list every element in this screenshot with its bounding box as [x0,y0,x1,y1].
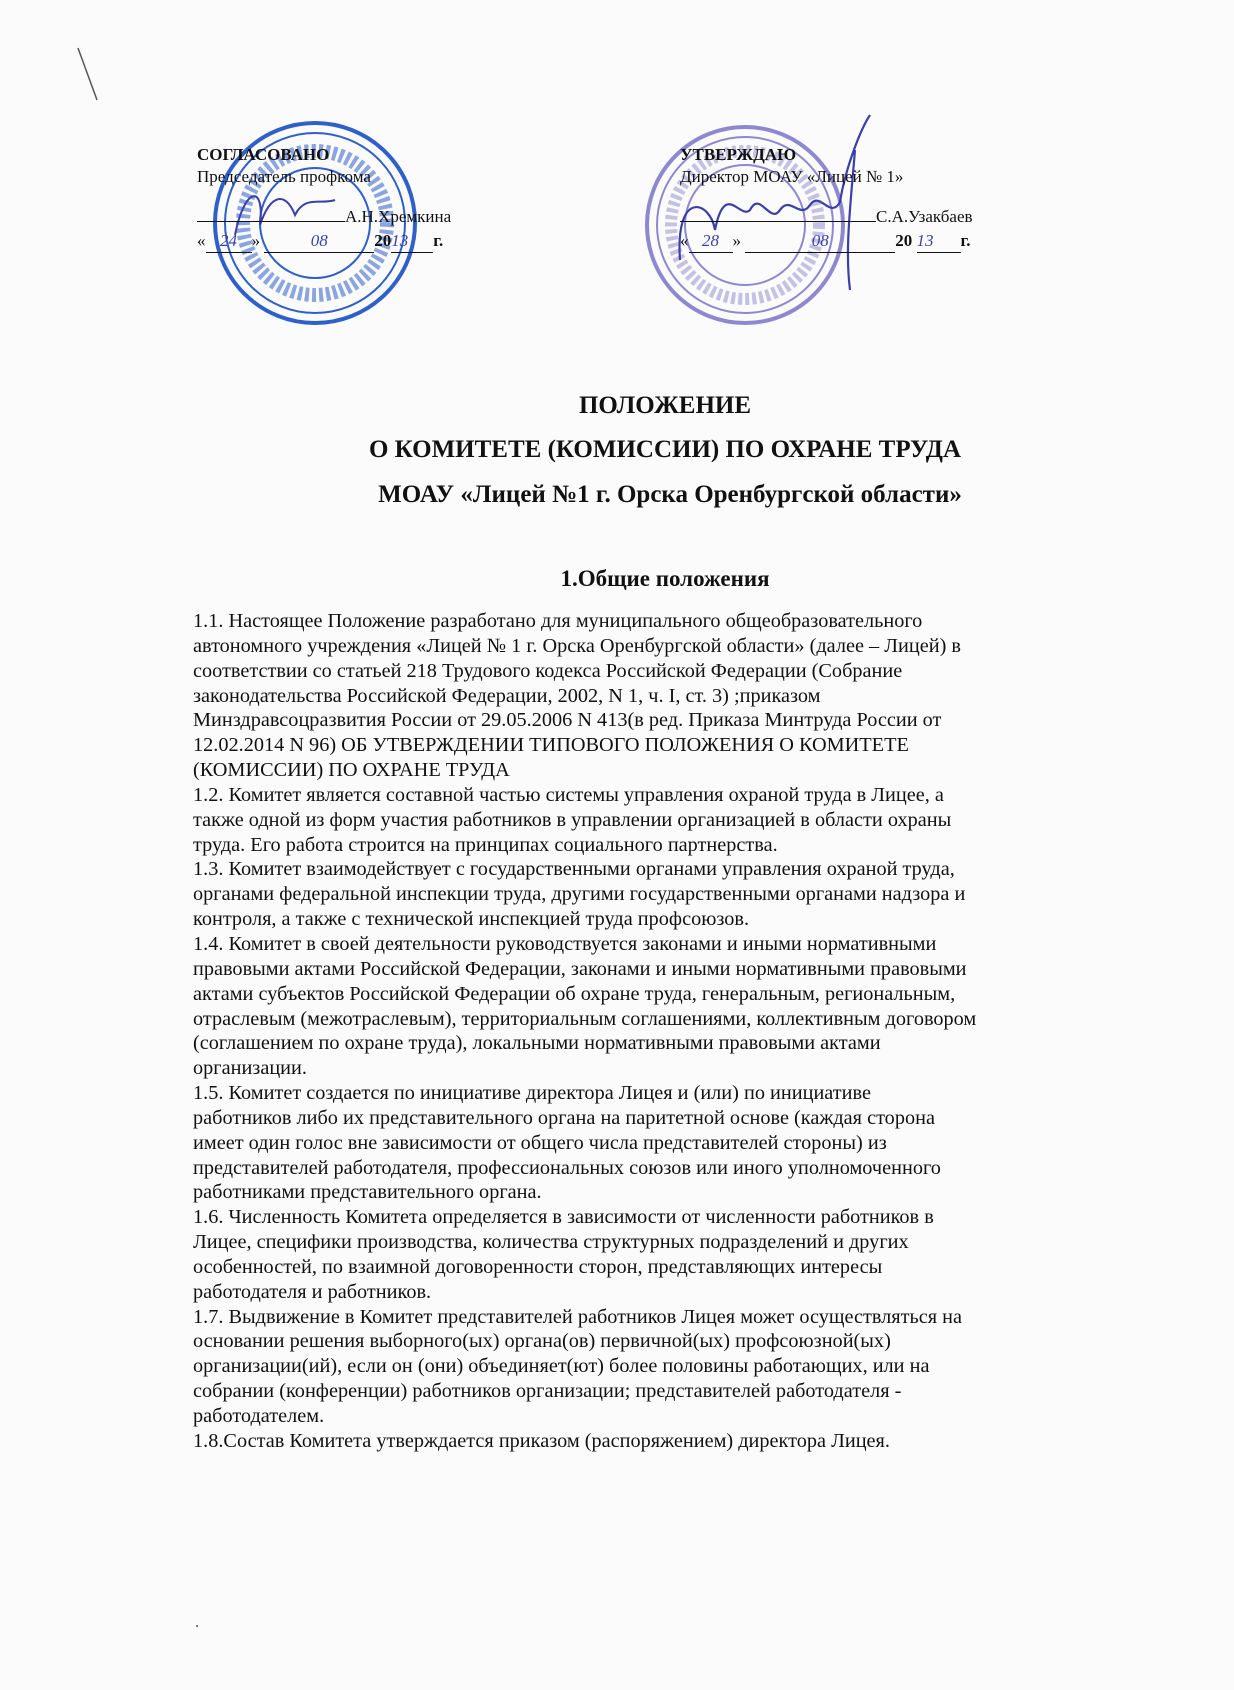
approval-right-name: С.А.Узакбаев [876,207,973,226]
body-line: работодателя и работников. [193,1280,432,1303]
body-line: также одной из форм участия работников в управлении организацией в области охраны [193,808,952,831]
body-line: представителей работодателя, профессиональных союзов или иного уполномоченного [193,1156,941,1179]
approval-right-heading: УТВЕРЖДАЮ [680,145,797,164]
approval-left-year-suffix: г. [433,231,444,250]
body-line: Минздравсоцразвития России от 29.05.2006 N 413(в ред. Приказа Минтруда России от [193,709,942,732]
approval-left-role: Председатель профкома [197,167,371,186]
body-line: контроля, а также с технической инспекцией труда профсоюзов. [193,908,750,931]
scan-dot [196,1625,198,1627]
body-line: 1.6. Численность Комитета определяется в зависимости от численности работников в [193,1206,934,1229]
body-line: 1.4. Комитет в своей деятельности руководствуется законами и иными нормативными [193,932,937,955]
body-line: 12.02.2014 N 96) ОБ УТВЕРЖДЕНИИ ТИПОВОГО ПОЛОЖЕНИЯ О КОМИТЕТЕ [193,734,909,757]
body-line: законодательства Российской Федерации, 2002, N 1, ч. I, ст. 3) ;приказом [193,684,821,707]
approval-right-role: Директор МОАУ «Лицей № 1» [680,167,904,186]
body-line: автономного учреждения «Лицей № 1 г. Орска Оренбургской области» (далее – Лицей) в [193,634,961,657]
approval-right-month: 08 [745,230,895,253]
body-line: работников либо их представительного органа на паритетной основе (каждая сторона [193,1106,935,1129]
body-line: особенностей, по взаимной договоренности сторон, представляющих интересы [193,1255,883,1278]
body-line: актами субъектов Российской Федерации об охране труда, генеральным, региональным, [193,982,956,1005]
approval-right-year: 13 [917,230,961,253]
body-line: 1.7. Выдвижение в Комитет представителей работников Лицея может осуществляться на [193,1305,962,1328]
body-line: отраслевым (межотраслевым), территориальным соглашениями, коллективным договором [193,1007,977,1030]
body-line: Лицее, специфики производства, количества структурных подразделений и других [193,1231,909,1254]
document-organization: МОАУ «Лицей №1 г. Орска Оренбургской области» [378,481,962,508]
document-subtitle: О КОМИТЕТЕ (КОМИССИИ) ПО ОХРАНЕ ТРУДА [368,436,962,463]
approval-left-year: 13 [391,230,433,253]
body-line: (КОМИССИИ) ПО ОХРАНЕ ТРУДА [193,759,510,782]
approval-left-month: 08 [264,230,374,253]
body-line: соответствии со статьей 218 Трудового кодекса Российской Федерации (Собрание [193,659,903,682]
body-line: 1.3. Комитет взаимодействует с государственными органами управления охраной труда, [193,858,955,881]
section-body [193,609,976,1454]
approval-left-year-prefix: 20 [374,231,392,250]
document-title: ПОЛОЖЕНИЕ [578,392,752,419]
approval-left: СОГЛАСОВАНО Председатель профкома А.Н.Хремкина « 24 » 08 2013 г. [197,144,451,253]
body-line: организации. [193,1057,307,1080]
body-line: 1.2. Комитет является составной частью системы управления охраной труда в Лицее, а [193,783,944,806]
body-line: 1.1. Настоящее Положение разработано для муниципального общеобразовательного [193,610,923,632]
approval-right-year-prefix: 20 [895,231,913,250]
body-line: правовыми актами Российской Федерации, законами и иными нормативными правовыми [193,957,967,980]
approval-left-day: 24 [206,230,252,253]
body-line: имеет один голос вне зависимости от общего числа представителей стороны) из [193,1131,887,1154]
body-line: 1.5. Комитет создается по инициативе директора Лицея и (или) по инициативе [193,1082,871,1105]
body-line: труда. Его работа строится на принципах социального партнерства. [193,833,778,856]
body-line: органами федеральной инспекции труда, другими государственными органами надзора и [193,883,966,906]
body-line: основании решения выборного(ых) органа(ов) первичной(ых) профсоюзной(ых) [193,1330,891,1353]
body-line: организации(ий), если он (они) объединяет(ют) более половины работающих, или на [193,1355,930,1378]
approval-left-name: А.Н.Хремкина [345,207,452,226]
approval-left-heading: СОГЛАСОВАНО [197,145,330,164]
body-line: (соглашением по охране труда), локальными нормативными правовыми актами [193,1032,881,1055]
approval-right-day: 28 [689,230,733,253]
approval-right: УТВЕРЖДАЮ Директор МОАУ «Лицей № 1» С.А.Узакбаев « 28 » 08 20 13 г. [680,144,973,253]
body-line: собрании (конференции) работников организации; представителей работодателя - [193,1380,902,1403]
body-line: работодателем. [193,1405,325,1427]
scan-mark [75,45,105,105]
body-line: работниками представительного органа. [193,1181,542,1204]
body-line: 1.8.Состав Комитета утверждается приказом (распоряжением) директора Лицея. [193,1429,890,1452]
section-heading: 1.Общие положения [560,566,770,591]
approval-right-year-suffix: г. [960,231,971,250]
